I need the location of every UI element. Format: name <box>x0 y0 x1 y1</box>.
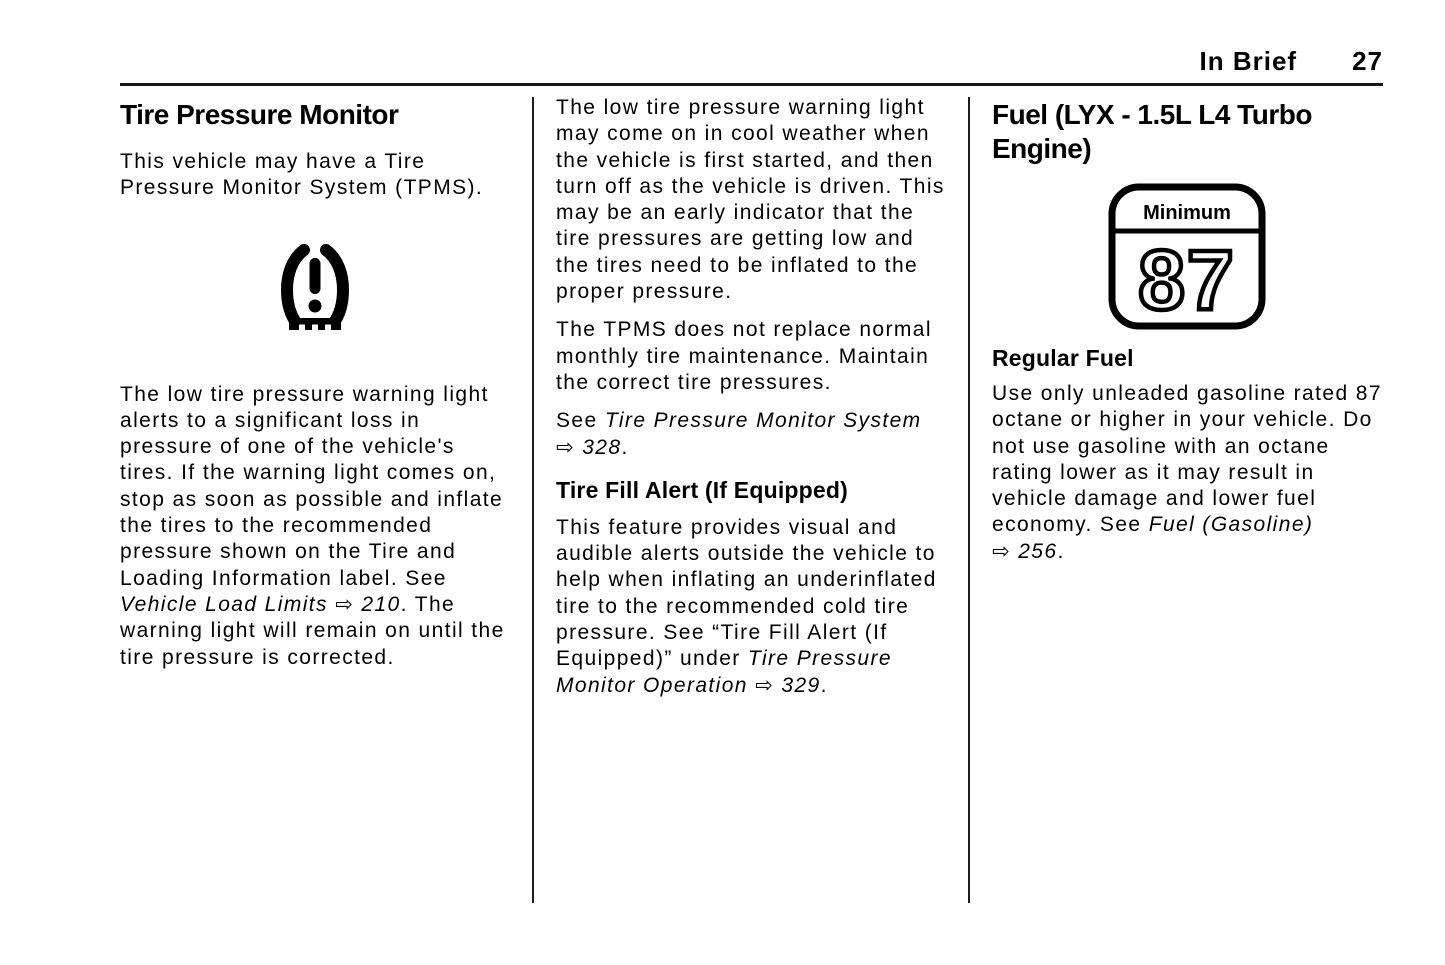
regular-fuel-paragraph <box>992 381 1382 565</box>
paragraph-text: This feature provides visual and audible alerts outside the vehicle to help when inflating an underinflated tire to the recommended cold tire pressure. See “Tire Fill Alert (If Equipped)” under <box>556 515 937 671</box>
tpms-cool-weather-paragraph: The low tire pressure warning light may come on in cool weather when the vehicle is first started, and then turn off as the vehicle is driven. This may be an early indicator that the tire pressures are getting low and the tires need to be inflated to the proper pressure. <box>556 96 945 304</box>
paragraph-text: The low tire pressure warning light alerts to a significant loss in pressure of one of the vehicle's tires. If the warning light comes on, stop as soon as possible and inflate the tires to the recommended pressure shown on the Tire and Loading Information label. See <box>120 382 504 590</box>
paragraph-text: . <box>820 673 828 697</box>
tpms-icon-graphic <box>277 242 353 336</box>
paragraph-text: . The warning light will remain on until the tire pressure is corrected. <box>120 592 505 669</box>
cross-reference: Fuel (Gasoline) <box>1148 513 1314 537</box>
heading-fuel-engine: Fuel (LYX - 1.5L L4 Turbo Engine) <box>992 99 1312 164</box>
columns-container <box>120 95 1382 903</box>
column-tpms-details <box>556 95 946 711</box>
paragraph-text: Use only unleaded gasoline rated 87 octane or higher in your vehicle. Do not use gasoline with an octane rating lower as it may result in vehicle damage and lower fuel economy. See <box>992 382 1382 537</box>
cross-reference-page: ⇨ 329 <box>755 673 821 697</box>
tpms-warning-icon <box>120 242 510 336</box>
heading-regular-fuel: Regular Fuel <box>992 345 1134 371</box>
paragraph-text: See <box>556 409 605 433</box>
tpms-see-reference-paragraph <box>556 408 946 461</box>
column-divider <box>968 97 970 903</box>
section-title: In Brief <box>1199 46 1298 76</box>
tpms-warning-paragraph <box>120 382 510 671</box>
heading-tire-fill-alert: Tire Fill Alert (If Equipped) <box>556 476 849 503</box>
heading-tire-pressure-monitor: Tire Pressure Monitor <box>120 99 399 130</box>
fuel-minimum-octane-icon <box>992 183 1382 330</box>
cross-reference-page: ⇨ 328 <box>556 435 622 459</box>
page-header <box>120 46 1383 77</box>
cross-reference: Tire Pressure Monitor System <box>604 409 922 433</box>
tire-fill-alert-paragraph <box>556 515 946 699</box>
cross-reference: Tire Pressure Monitor Operation <box>556 647 892 697</box>
column-tire-pressure-monitor <box>120 95 510 683</box>
fuel-icon-minimum-label: Minimum <box>1143 202 1231 224</box>
cross-reference-page: ⇨ 210 <box>335 592 401 616</box>
tpms-intro-paragraph: This vehicle may have a Tire Pressure Monitor System (TPMS). <box>120 150 484 200</box>
paragraph-text: . <box>621 435 629 459</box>
paragraph-text: . <box>1057 539 1065 563</box>
header-rule <box>120 83 1383 86</box>
page-number: 27 <box>1352 46 1383 76</box>
cross-reference-page: ⇨ 256 <box>992 539 1058 563</box>
cross-reference: Vehicle Load Limits <box>120 592 328 616</box>
column-fuel <box>992 95 1382 577</box>
tpms-maintenance-paragraph: The TPMS does not replace normal monthly tire maintenance. Maintain the correct tire pressures. <box>556 318 932 394</box>
fuel-icon-octane-value: 87 <box>1138 233 1236 327</box>
fuel-icon-graphic <box>1108 183 1266 330</box>
column-divider <box>532 97 534 903</box>
